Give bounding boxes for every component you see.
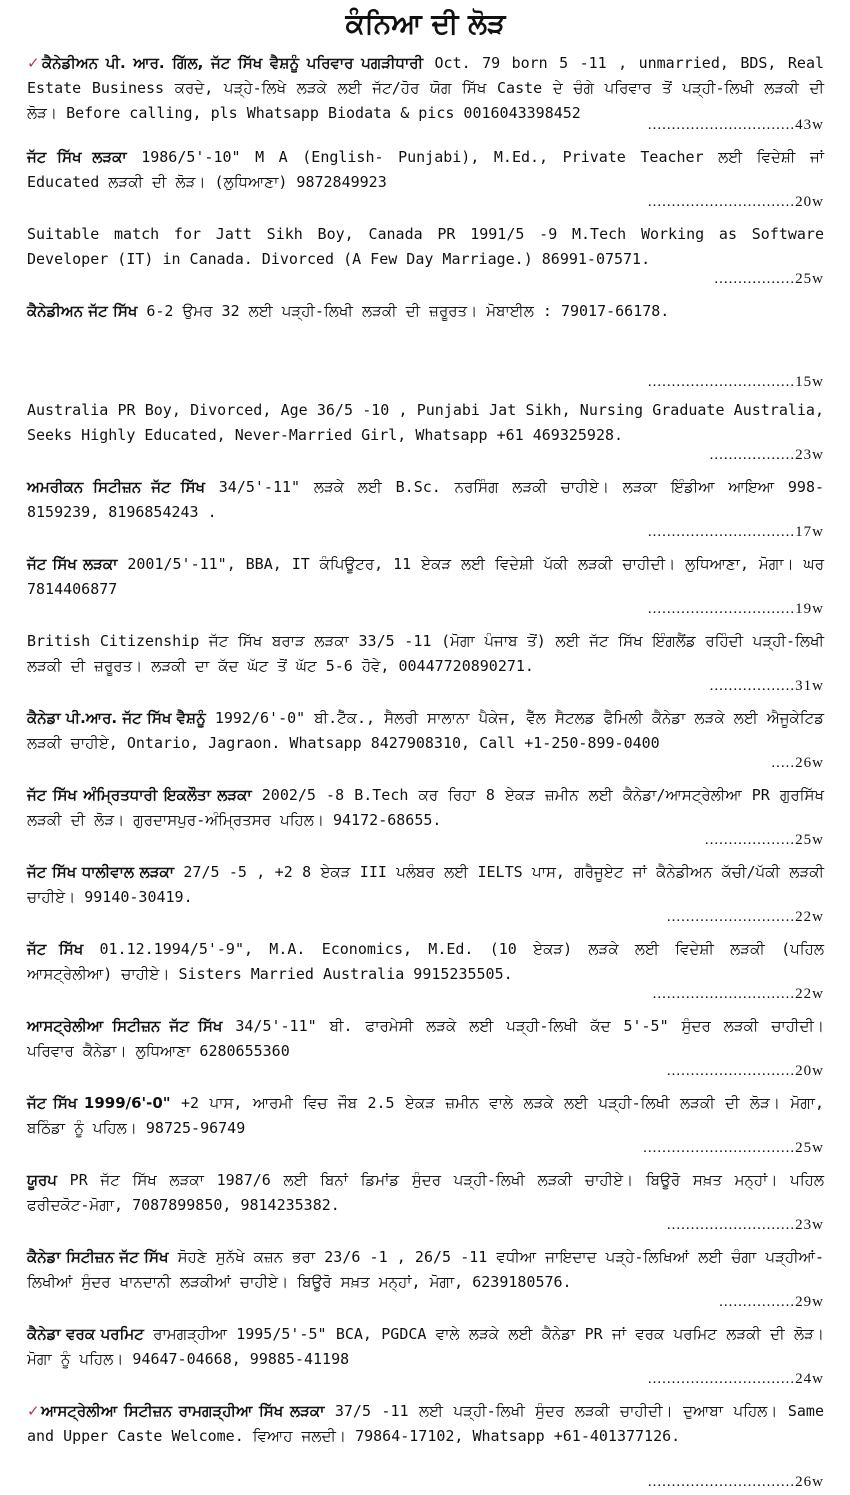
ad-code: .....26w: [771, 755, 824, 771]
ad-text: 01.12.1994/5'-9", M.A. Economics, M.Ed. (10 ਏਕੜ) ਲੜਕੇ ਲਈ ਵਿਦੇਸ਼ੀ ਲੜਕੀ (ਪਹਿਲ ਆਸਟ੍ਰੇਲੀਆ) ਚਾਹੀਏ। Sisters Married Australia 9915235505.: [27, 940, 824, 983]
ad-18: [27, 1396, 824, 1495]
ad-text: PR ਜੱਟ ਸਿੱਖ ਲੜਕਾ 1987/6 ਲਈ ਬਿਨਾਂ ਡਿਮਾਂਡ ਸੁੰਦਰ ਪੜ੍ਹੀ-ਲਿਖੀ ਲੜਕੀ ਚਾਹੀਏ। ਬਿਊਰੋ ਸਖ਼ਤ ਮਨ੍ਹਾਂ। ਪਹਿਲ ਫਰੀਦਕੋਟ-ਮੋਗਾ, 7087899850, 9814235382.: [27, 1171, 824, 1214]
ad-2: [27, 142, 824, 219]
ad-text: Suitable match for Jatt Sikh Boy, Canada PR 1991/5 -9 M.Tech Working as Software Developer (IT) in Canada. Divorced (A Few Day Marriage.) 86991-07571.: [27, 225, 824, 268]
ad-text: 37/5 -11 ਲਈ ਪੜ੍ਹੀ-ਲਿਖੀ ਸੁੰਦਰ ਲੜਕੀ ਚਾਹੀਦੀ। ਦੁਆਬਾ ਪਹਿਲ। Same and Upper Caste Welcome. ਵਿਆਹ ਜਲਦੀ। 79864-17102, Whatsapp +61-401377126.: [27, 1402, 824, 1445]
ad-text: 34/5'-11" ਬੀ. ਫਾਰਮੇਸੀ ਲੜਕੇ ਲਈ ਪੜ੍ਹੀ-ਲਿਖੀ ਕੱਦ 5'-5" ਸੁੰਦਰ ਲੜਕੀ ਚਾਹੀਦੀ। ਪਰਿਵਾਰ ਕੈਨੇਡਾ। ਲੁਧਿਆਣਾ 6280655360: [27, 1017, 825, 1060]
ad-text: 34/5'-11" ਲੜਕੇ ਲਈ B.Sc. ਨਰਸਿੰਗ ਲੜਕੀ ਚਾਹੀਏ। ਲੜਕਾ ਇੰਡੀਆ ਆਇਆ 998-8159239, 8196854243 .: [27, 478, 825, 521]
ad-lead: ਜੱਟ ਸਿੱਖ 1999/6'-0": [27, 1094, 171, 1112]
ad-body: [27, 1088, 824, 1141]
ad-lead: ਯੂਰਪ: [27, 1171, 57, 1189]
ad-text: ਰਾਮਗੜ੍ਹੀਆ 1995/5'-5" BCA, PGDCA ਵਾਲੇ ਲੜਕੇ ਲਈ ਕੈਨੇਡਾ PR ਜਾਂ ਵਰਕ ਪਰਮਿਟ ਲੜਕੀ ਦੀ ਲੋੜ। ਮੋਗਾ ਨੂੰ ਪਹਿਲ। 94647-04668, 99885-41198: [27, 1325, 824, 1368]
ad-9: [27, 703, 824, 780]
page-title: ਕੰਨਿਆ ਦੀ ਲੋੜ: [345, 7, 506, 40]
ad-body: [27, 549, 824, 602]
ad-body: [27, 1011, 824, 1064]
ad-lead: ਅਮਰੀਕਨ ਸਿਟੀਜ਼ਨ ਜੱਟ ਸਿੱਖ: [27, 478, 205, 496]
ad-body: [27, 780, 824, 833]
ad-16: [27, 1242, 824, 1319]
ad-code: ...........................22w: [666, 909, 824, 925]
ad-text: 6-2 ਉਮਰ 32 ਲਈ ਪੜ੍ਹੀ-ਲਿਖੀ ਲੜਕੀ ਦੀ ਜ਼ਰੂਰਤ। ਮੋਬਾਈਲ : 79017-66178.: [137, 302, 670, 320]
ad-11: [27, 857, 824, 934]
ad-code: ................29w: [719, 1294, 824, 1310]
ad-13: [27, 1011, 824, 1088]
ad-body: [27, 1242, 824, 1295]
ad-15: [27, 1165, 824, 1242]
ad-text: Australia PR Boy, Divorced, Age 36/5 -10 , Punjabi Jat Sikh, Nursing Graduate Australia, Seeks Highly Educated, Never-Married Girl, Whatsapp +61 469325928.: [27, 401, 824, 444]
ad-text: 2002/5 -8 B.Tech ਕਰ ਰਿਹਾ 8 ਏਕੜ ਜ਼ਮੀਨ ਲਈ ਕੈਨੇਡਾ/ਆਸਟ੍ਰੇਲੀਆ PR ਗੁਰਸਿੱਖ ਲੜਕੀ ਦੀ ਲੋੜ। ਗੁਰਦਾਸਪੁਰ-ਅੰਮ੍ਰਿਤਸਰ ਪਹਿਲ। 94172-68655.: [27, 786, 825, 829]
ad-text: 27/5 -5 , +2 8 ਏਕੜ III ਪਲੰਬਰ ਲਈ IELTS ਪਾਸ, ਗਰੈਜੂਏਟ ਜਾਂ ਕੈਨੇਡੀਅਨ ਕੱਚੀ/ਪੱਕੀ ਲੜਕੀ ਚਾਹੀਏ। 99140-30419.: [27, 863, 825, 906]
ad-text: British Citizenship ਜੱਟ ਸਿੱਖ ਬਰਾੜ ਲੜਕਾ 33/5 -11 (ਮੋਗਾ ਪੰਜਾਬ ਤੋਂ) ਲਈ ਜੱਟ ਸਿੱਖ ਇੰਗਲੈਂਡ ਰਹਿੰਦੀ ਪੜ੍ਹੀ-ਲਿਖੀ ਲੜਕੀ ਦੀ ਜ਼ਰੂਰਤ। ਲੜਕੀ ਦਾ ਕੱਦ ਘੱਟ ਤੋਂ ਘੱਟ 5-6 ਹੋਵੇ, 00447720890271.: [27, 632, 824, 675]
ad-code: ................................25w: [643, 1140, 824, 1156]
ad-lead: ਆਸਟ੍ਰੇਲੀਆ ਸਿਟੀਜ਼ਨ ਰਾਮਗੜ੍ਹੀਆ ਸਿੱਖ ਲੜਕਾ: [41, 1402, 325, 1420]
ad-6: [27, 472, 824, 549]
check-icon: ✓: [27, 1402, 41, 1420]
ad-code: ...............................15w: [647, 374, 824, 390]
ad-code: ...........................20w: [666, 1063, 824, 1079]
ad-12: [27, 934, 824, 1011]
ad-body: [27, 1319, 824, 1372]
ad-code: ..................23w: [709, 447, 824, 463]
ad-body: [27, 934, 824, 987]
ad-text: 1986/5'-10" M A (English- Punjabi), M.Ed., Private Teacher ਲਈ ਵਿਦੇਸ਼ੀ ਜਾਂ Educated ਲੜਕੀ ਦੀ ਲੋੜ। (ਲੁਧਿਆਣਾ) 9872849923: [27, 148, 824, 191]
ad-lead: ਕੈਨੇਡਾ ਪੀ.ਆਰ. ਜੱਟ ਸਿੱਖ ਵੈਸ਼ਨੂੰ: [27, 709, 206, 727]
ad-3: [27, 219, 824, 296]
ad-body: [27, 1396, 824, 1449]
ad-body: [27, 703, 824, 756]
ad-lead: ਜੱਟ ਸਿੱਖ ਲੜਕਾ: [27, 148, 127, 166]
ad-lead: ਜੱਟ ਸਿੱਖ: [27, 940, 84, 958]
ad-body: [27, 472, 824, 525]
ad-10: [27, 780, 824, 857]
ad-body: [27, 296, 824, 324]
ad-body: [27, 626, 824, 679]
ad-lead: ਜੱਟ ਸਿੱਖ ਲੜਕਾ: [27, 555, 118, 573]
ad-code: .................25w: [714, 271, 824, 287]
ad-lead: ਕੈਨੇਡਾ ਵਰਕ ਪਰਮਿਟ: [27, 1325, 144, 1343]
ad-5: [27, 395, 824, 472]
ad-code: ..................31w: [709, 678, 824, 694]
ad-text: ਸੋਹਣੇ ਸੁਨੱਖੇ ਕਜ਼ਨ ਭਰਾ 23/6 -1 , 26/5 -11 ਵਧੀਆ ਜਾਇਦਾਦ ਪੜ੍ਹੇ-ਲਿਖਿਆਂ ਲਈ ਚੰਗਾ ਪੜ੍ਹੀਆਂ-ਲਿਖੀਆਂ ਸੁੰਦਰ ਖਾਨਦਾਨੀ ਲੜਕੀਆਂ ਚਾਹੀਏ। ਬਿਊਰੋ ਸਖ਼ਤ ਮਨ੍ਹਾਂ, ਮੋਗਾ, 6239180576.: [27, 1248, 824, 1291]
ad-text: 2001/5'-11", BBA, IT ਕੰਪਿਊਟਰ, 11 ਏਕੜ ਲਈ ਵਿਦੇਸ਼ੀ ਪੱਕੀ ਲੜਕੀ ਚਾਹੀਦੀ। ਲੁਧਿਆਣਾ, ਮੋਗਾ। ਘਰ 7814406877: [27, 555, 824, 598]
ad-17: [27, 1319, 824, 1396]
ad-body: [27, 857, 824, 910]
ad-8: [27, 626, 824, 703]
ad-1: [27, 48, 824, 142]
ad-code: ...................25w: [704, 832, 824, 848]
ad-code: ..............................22w: [652, 986, 824, 1002]
ad-7: [27, 549, 824, 626]
ad-text: +2 ਪਾਸ, ਆਰਮੀ ਵਿਚ ਜੌਬ 2.5 ਏਕੜ ਜ਼ਮੀਨ ਵਾਲੇ ਲੜਕੇ ਲਈ ਪੜ੍ਹੀ-ਲਿਖੀ ਲੜਕੀ ਦੀ ਲੋੜ। ਮੋਗਾ, ਬਠਿੰਡਾ ਨੂੰ ਪਹਿਲ। 98725-96749: [27, 1094, 824, 1137]
ad-lead: ਆਸਟ੍ਰੇਲੀਆ ਸਿਟੀਜ਼ਨ ਜੱਟ ਸਿੱਖ: [27, 1017, 223, 1035]
ad-14: [27, 1088, 824, 1165]
ad-code: ...............................26w: [647, 1474, 824, 1490]
ad-body: [27, 395, 824, 448]
ad-code: ...............................17w: [647, 524, 824, 540]
ad-text: 1992/6'-0" ਬੀ.ਟੈੱਕ., ਸੈਲਰੀ ਸਾਲਾਨਾ ਪੈਕੇਜ, ਵੈੱਲ ਸੈਟਲਡ ਫੈਮਿਲੀ ਕੈਨੇਡਾ ਲੜਕੇ ਲਈ ਐਜੂਕੇਟਿਡ ਲੜਕੀ ਚਾਹੀਏ, Ontario, Jagraon. Whatsapp 8427908310, Call +1-250-899-0400: [27, 709, 824, 752]
ad-code: ...............................24w: [647, 1371, 824, 1387]
ad-code: ...............................20w: [647, 194, 824, 210]
ad-lead: ਜੱਟ ਸਿੱਖ ਅੰਮ੍ਰਿਤਧਾਰੀ ਇਕਲੌਤਾ ਲੜਕਾ: [27, 786, 252, 804]
ad-text: Oct. 79 born 5 -11 , unmarried, BDS, Real Estate Business ਕਰਦੇ, ਪੜ੍ਹੇ-ਲਿਖੇ ਲੜਕੇ ਲਈ ਜੱਟ/ਹੋਰ ਯੋਗ ਸਿੱਖ Caste ਦੇ ਚੰਗੇ ਪਰਿਵਾਰ ਤੋਂ ਪੜ੍ਹੀ-ਲਿਖੀ ਲੜਕੀ ਦੀ ਲੋੜ। Before calling, pls Whatsapp Biodata & pics 0016043398452: [27, 54, 825, 122]
ad-body: [27, 1165, 824, 1218]
ad-code: ...............................43w: [647, 117, 824, 133]
ad-4: [27, 296, 824, 395]
ad-body: [27, 142, 824, 195]
ad-lead: ਕੈਨੇਡੀਅਨ ਪੀ. ਆਰ. ਗਿੱਲ, ਜੱਟ ਸਿੱਖ ਵੈਸ਼ਨੂੰ ਪਰਿਵਾਰ ਪਗੜੀਧਾਰੀ: [41, 54, 424, 72]
ad-lead: ਕੈਨੇਡਾ ਸਿਟੀਜ਼ਨ ਜੱਟ ਸਿੱਖ: [27, 1248, 169, 1266]
ad-code: ...............................19w: [647, 601, 824, 617]
ad-code: ...........................23w: [666, 1217, 824, 1233]
ad-body: [27, 219, 824, 272]
ad-lead: ਕੈਨੇਡੀਅਨ ਜੱਟ ਸਿੱਖ: [27, 302, 138, 320]
check-icon: ✓: [27, 54, 42, 72]
ad-lead: ਜੱਟ ਸਿੱਖ ਧਾਲੀਵਾਲ ਲੜਕਾ: [27, 863, 175, 881]
